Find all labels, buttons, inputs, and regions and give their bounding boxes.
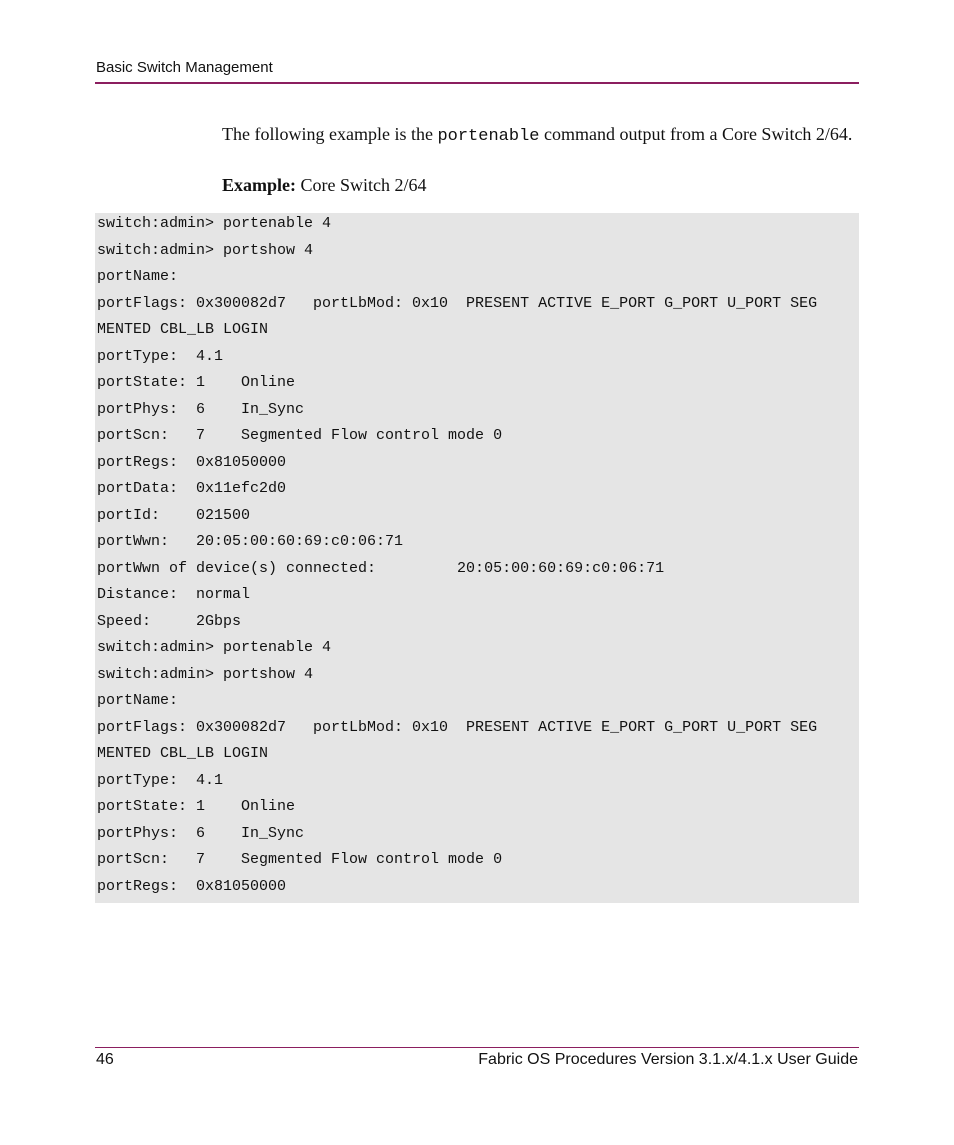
- intro-command: portenable: [437, 127, 540, 146]
- footer-rule: [95, 1047, 859, 1048]
- code-line: switch:admin> portshow 4: [97, 665, 314, 683]
- example-title: Core Switch 2/64: [296, 175, 427, 195]
- code-line: portState: 1 Online: [97, 798, 296, 815]
- code-line: portName:: [97, 268, 179, 285]
- code-line: portData: 0x11efc2d0: [97, 480, 287, 497]
- code-line: portWwn of device(s) connected: 20:05:00:60:69:c0:06:71: [97, 559, 665, 577]
- code-line: portPhys: 6 In_Sync: [97, 400, 305, 418]
- code-line: portType: 4.1: [97, 771, 224, 789]
- code-line: switch:admin> portenable 4: [97, 215, 332, 232]
- code-lines: [97, 211, 817, 900]
- code-line: MENTED CBL_LB LOGIN: [97, 745, 269, 762]
- intro-text-prefix: The following example is the: [222, 124, 438, 144]
- running-header: Basic Switch Management: [96, 59, 273, 76]
- intro-paragraph: [222, 124, 862, 147]
- code-line: portName:: [97, 692, 179, 709]
- code-line: portType: 4.1: [97, 347, 224, 365]
- header-rule: [95, 82, 859, 84]
- code-line: portRegs: 0x81050000: [97, 877, 287, 895]
- code-line: portScn: 7 Segmented Flow control mode 0: [97, 851, 503, 868]
- code-line: portScn: 7 Segmented Flow control mode 0: [97, 427, 503, 444]
- code-line: switch:admin> portshow 4: [97, 241, 314, 259]
- code-line: MENTED CBL_LB LOGIN: [97, 321, 269, 338]
- code-block: [95, 213, 859, 903]
- code-line: portWwn: 20:05:00:60:69:c0:06:71: [97, 533, 404, 550]
- code-line: portId: 021500: [97, 506, 251, 524]
- code-line: portFlags: 0x300082d7 portLbMod: 0x10 PRESENT ACTIVE E_PORT G_PORT U_PORT SEG: [97, 294, 818, 312]
- intro-text-suffix: command output from a Core Switch 2/64.: [539, 124, 853, 144]
- code-line: portPhys: 6 In_Sync: [97, 824, 305, 842]
- code-line: Distance: normal: [97, 586, 251, 603]
- code-line: portRegs: 0x81050000: [97, 453, 287, 471]
- code-line: Speed: 2Gbps: [97, 612, 242, 630]
- code-line: portState: 1 Online: [97, 374, 296, 391]
- code-line: portFlags: 0x300082d7 portLbMod: 0x10 PRESENT ACTIVE E_PORT G_PORT U_PORT SEG: [97, 718, 818, 736]
- page-number: 46: [96, 1051, 114, 1068]
- code-line: switch:admin> portenable 4: [97, 639, 332, 656]
- example-caption: [222, 175, 427, 196]
- footer-title: Fabric OS Procedures Version 3.1.x/4.1.x User Guide: [478, 1051, 858, 1068]
- example-label: Example:: [222, 175, 296, 195]
